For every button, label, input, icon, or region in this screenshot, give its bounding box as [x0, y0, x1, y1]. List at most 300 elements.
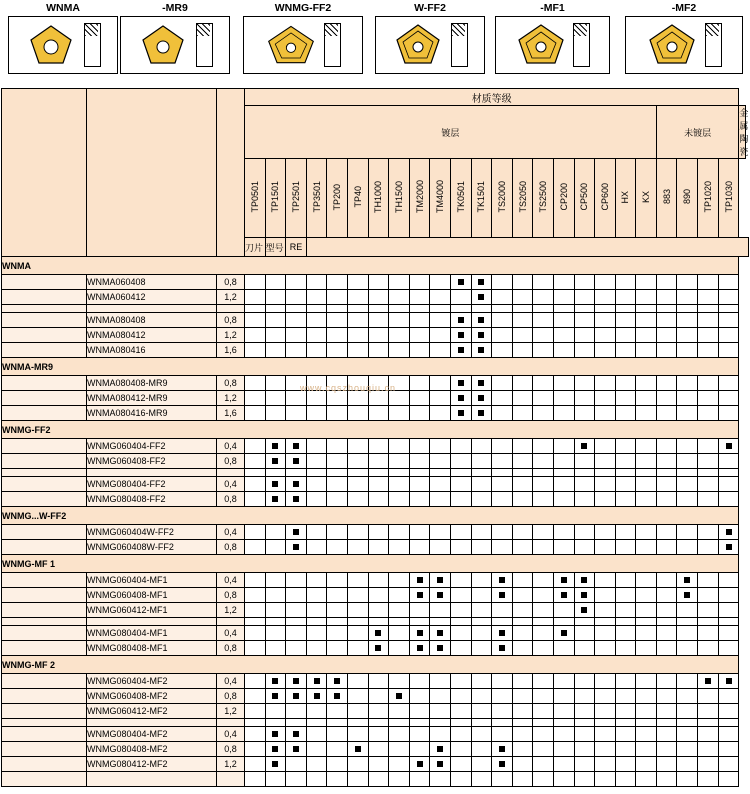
grade-cell-TP200 — [327, 343, 348, 358]
grade-cell-TH1000 — [368, 757, 389, 772]
grade-cell-TS2000 — [492, 704, 513, 719]
grade-cell-HX — [615, 757, 636, 772]
insert-side-view-icon — [573, 23, 591, 67]
grade-cell-KX — [636, 704, 657, 719]
watermark: www.cqszhouqiu.cn — [300, 383, 397, 393]
grade-col-HX: HX — [615, 159, 636, 238]
grade-cell-TP1501 — [265, 454, 286, 469]
row-re: 1,2 — [217, 603, 245, 618]
grade-cell-TP1501 — [265, 603, 286, 618]
grade-cell-883 — [656, 492, 677, 507]
grade-cell-CP600 — [595, 742, 616, 757]
grade-cell-KX — [636, 525, 657, 540]
spacer-grade-cell — [595, 305, 616, 313]
grade-cell-TP2501 — [286, 626, 307, 641]
grade-cell-TP2501 — [286, 674, 307, 689]
grade-cell-TP2501 — [286, 454, 307, 469]
grade-cell-TM2000 — [409, 275, 430, 290]
grade-cell-TK1501 — [471, 689, 492, 704]
table-row — [2, 343, 749, 358]
grade-cell-CP600 — [595, 772, 616, 787]
grade-cell-TK0501 — [450, 376, 471, 391]
grade-cell-TP40 — [347, 588, 368, 603]
grade-cell-TP1030 — [718, 772, 739, 787]
availability-dot — [478, 332, 484, 338]
grade-cell-TH1500 — [389, 439, 410, 454]
availability-dot — [478, 294, 484, 300]
grade-cell-890 — [677, 772, 698, 787]
row-group-cell — [2, 742, 87, 757]
availability-dot — [561, 630, 567, 636]
grade-cell-TP2501 — [286, 704, 307, 719]
grade-cell-TP40 — [347, 727, 368, 742]
availability-dot — [437, 630, 443, 636]
grade-cell-TP3501 — [306, 391, 327, 406]
spacer-grade-cell — [698, 618, 719, 626]
availability-dot — [272, 678, 278, 684]
spacer-cell-c — [217, 618, 245, 626]
grade-cell-TP1030 — [718, 492, 739, 507]
row-group-cell — [2, 275, 87, 290]
spacer-grade-cell — [718, 469, 739, 477]
spacer-grade-cell — [265, 719, 286, 727]
spacer-grade-cell — [327, 469, 348, 477]
availability-dot — [293, 443, 299, 449]
grade-cell-TP0501 — [245, 772, 266, 787]
grade-cell-TP1501 — [265, 588, 286, 603]
section-title: WNMG-MF 2 — [2, 656, 739, 674]
grade-category-title: 材质等级 — [245, 89, 739, 106]
grade-cell-CP600 — [595, 641, 616, 656]
grade-cell-883 — [656, 757, 677, 772]
grade-cell-TP1501 — [265, 492, 286, 507]
grade-cell-TP1020 — [698, 525, 719, 540]
spacer-grade-cell — [347, 618, 368, 626]
table-row — [2, 406, 749, 421]
spacer-grade-cell — [409, 618, 430, 626]
insert-group-figure — [120, 16, 230, 74]
spacer-grade-cell — [327, 305, 348, 313]
grade-cell-883 — [656, 742, 677, 757]
grade-cell-TH1500 — [389, 313, 410, 328]
spacer-cell-b — [87, 618, 217, 626]
row-model: WNMA080416 — [87, 343, 217, 358]
spacer-grade-cell — [265, 469, 286, 477]
spacer-grade-cell — [368, 719, 389, 727]
grade-cell-TH1500 — [389, 757, 410, 772]
grade-cell-CP500 — [574, 626, 595, 641]
grade-cell-TS2500 — [533, 525, 554, 540]
grade-cell-TS2500 — [533, 454, 554, 469]
spacer-grade-cell — [347, 305, 368, 313]
spacer-grade-cell — [512, 305, 533, 313]
grade-cell-TP1020 — [698, 454, 719, 469]
grade-cell-TP2501 — [286, 772, 307, 787]
spacer-grade-cell — [492, 469, 513, 477]
grade-cell-TP1030 — [718, 689, 739, 704]
spacer-grade-cell — [306, 305, 327, 313]
insert-group-4 — [375, 0, 485, 88]
row-re: 0,4 — [217, 439, 245, 454]
grade-cell-TP1020 — [698, 439, 719, 454]
spacer-grade-cell — [265, 305, 286, 313]
row-model: WNMG060412-MF1 — [87, 603, 217, 618]
grade-cell-TP1020 — [698, 328, 719, 343]
grade-cell-CP500 — [574, 757, 595, 772]
grade-cell-CP600 — [595, 674, 616, 689]
grade-cell-TH1000 — [368, 588, 389, 603]
availability-dot — [272, 731, 278, 737]
grade-cell-TP40 — [347, 454, 368, 469]
spacer-grade-cell — [677, 719, 698, 727]
table-row — [2, 313, 749, 328]
availability-dot — [293, 731, 299, 737]
availability-dot — [272, 443, 278, 449]
grade-cell-TP3501 — [306, 689, 327, 704]
grade-cell-TS2500 — [533, 772, 554, 787]
grade-cell-TM2000 — [409, 439, 430, 454]
grade-group-3: 金属陶瓷 — [739, 106, 745, 159]
grade-cell-890 — [677, 742, 698, 757]
row-group-cell — [2, 689, 87, 704]
availability-dot — [458, 380, 464, 386]
grade-cell-CP600 — [595, 757, 616, 772]
grade-cell-TK1501 — [471, 454, 492, 469]
insert-group-figure — [625, 16, 743, 74]
grade-cell-TH1000 — [368, 328, 389, 343]
table-row-partial — [2, 772, 749, 787]
grade-cell-TK1501 — [471, 525, 492, 540]
grade-cell-TP1030 — [718, 641, 739, 656]
availability-dot — [499, 645, 505, 651]
spacer-grade-cell — [553, 305, 574, 313]
row-group-cell — [2, 391, 87, 406]
grade-cell-TS2500 — [533, 439, 554, 454]
grade-cell-TP0501 — [245, 727, 266, 742]
grade-cell-890 — [677, 454, 698, 469]
spacer-grade-cell — [409, 469, 430, 477]
grade-cell-CP500 — [574, 573, 595, 588]
availability-dot — [726, 529, 732, 535]
spacer-grade-cell — [450, 305, 471, 313]
table-row — [2, 689, 749, 704]
grade-cell-CP200 — [553, 525, 574, 540]
grade-group-1: 镀层 — [245, 106, 657, 159]
spacer-grade-cell — [656, 618, 677, 626]
grade-cell-HX — [615, 588, 636, 603]
grade-cell-TP200 — [327, 525, 348, 540]
grade-cell-TM2000 — [409, 376, 430, 391]
grade-cell-TM4000 — [430, 588, 451, 603]
grade-cell-883 — [656, 454, 677, 469]
grade-col-TP1020: TP1020 — [698, 159, 719, 238]
grade-cell-TM4000 — [430, 454, 451, 469]
spacer-grade-cell — [656, 469, 677, 477]
grade-cell-TH1500 — [389, 391, 410, 406]
grade-cell-TK0501 — [450, 573, 471, 588]
table-row — [2, 603, 749, 618]
grade-cell-TK1501 — [471, 588, 492, 603]
grade-cell-TP3501 — [306, 573, 327, 588]
grade-cell-TP3501 — [306, 275, 327, 290]
grade-cell-CP600 — [595, 391, 616, 406]
grade-cell-TP40 — [347, 641, 368, 656]
grade-cell-TK1501 — [471, 275, 492, 290]
grade-cell-TK0501 — [450, 391, 471, 406]
spacer-grade-cell — [512, 469, 533, 477]
grade-cell-TP1020 — [698, 704, 719, 719]
grade-cell-TP1030 — [718, 406, 739, 421]
spacer-grade-cell — [574, 469, 595, 477]
availability-dot — [705, 678, 711, 684]
blank-corner-1 — [2, 89, 87, 257]
grade-cell-TP3501 — [306, 757, 327, 772]
grade-cell-TP1020 — [698, 275, 719, 290]
row-re: 0,8 — [217, 492, 245, 507]
availability-dot — [458, 410, 464, 416]
grade-cell-CP600 — [595, 275, 616, 290]
section-header-row — [2, 257, 749, 275]
row-model: WNMG080404-FF2 — [87, 477, 217, 492]
spacer-grade-cell — [656, 719, 677, 727]
grade-cell-TM4000 — [430, 343, 451, 358]
grade-cell-TS2500 — [533, 275, 554, 290]
grade-cell-TP200 — [327, 406, 348, 421]
spacer-grade-cell — [389, 719, 410, 727]
grade-cell-TP0501 — [245, 391, 266, 406]
grade-cell-TP3501 — [306, 477, 327, 492]
grade-cell-TM4000 — [430, 704, 451, 719]
spacer-grade-cell — [636, 719, 657, 727]
grade-col-890: 890 — [677, 159, 698, 238]
grade-cell-TS2050 — [512, 742, 533, 757]
grade-cell-TP40 — [347, 772, 368, 787]
grade-cell-TP3501 — [306, 492, 327, 507]
grade-col-TH1500: TH1500 — [389, 159, 410, 238]
spacer-row — [2, 719, 749, 727]
grade-cell-TP1501 — [265, 573, 286, 588]
grade-cell-TM4000 — [430, 626, 451, 641]
grade-cell-TM2000 — [409, 343, 430, 358]
grade-cell-TP1501 — [265, 290, 286, 305]
grade-cell-TS2000 — [492, 313, 513, 328]
grade-cell-TS2500 — [533, 492, 554, 507]
spacer-grade-cell — [430, 618, 451, 626]
grade-cell-883 — [656, 641, 677, 656]
row-group-cell — [2, 727, 87, 742]
row-re: 0,4 — [217, 727, 245, 742]
grade-cell-TK0501 — [450, 439, 471, 454]
spacer-grade-cell — [306, 469, 327, 477]
grade-cell-CP200 — [553, 626, 574, 641]
grade-cell-TP1020 — [698, 588, 719, 603]
spacer-grade-cell — [698, 719, 719, 727]
grade-cell-TP1501 — [265, 757, 286, 772]
spacer-grade-cell — [636, 305, 657, 313]
spacer-grade-cell — [306, 618, 327, 626]
grade-cell-TS2050 — [512, 772, 533, 787]
grade-cell-TS2000 — [492, 376, 513, 391]
grade-cell-TP3501 — [306, 727, 327, 742]
spacer-grade-cell — [595, 719, 616, 727]
grade-cell-TP3501 — [306, 313, 327, 328]
grade-cell-TH1000 — [368, 275, 389, 290]
spacer-grade-cell — [245, 618, 266, 626]
grade-cell-883 — [656, 674, 677, 689]
availability-dot — [437, 761, 443, 767]
grade-cell-TP2501 — [286, 391, 307, 406]
grade-cell-TP200 — [327, 573, 348, 588]
grade-cell-HX — [615, 727, 636, 742]
grade-cell-TS2000 — [492, 454, 513, 469]
grade-cell-TP1030 — [718, 588, 739, 603]
grade-cell-TP40 — [347, 328, 368, 343]
insert-illustration-strip — [0, 0, 750, 88]
spacer-grade-cell — [492, 618, 513, 626]
availability-dot — [293, 678, 299, 684]
table-row — [2, 328, 749, 343]
grade-cell-TP1030 — [718, 275, 739, 290]
grade-cell-TK1501 — [471, 540, 492, 555]
grade-cell-TP1020 — [698, 742, 719, 757]
grade-cell-TH1000 — [368, 689, 389, 704]
spacer-cell-a — [2, 618, 87, 626]
grade-cell-TK1501 — [471, 290, 492, 305]
grade-cell-890 — [677, 328, 698, 343]
grade-cell-TH1000 — [368, 477, 389, 492]
grade-cell-TS2050 — [512, 641, 533, 656]
grade-cell-TS2000 — [492, 439, 513, 454]
grade-cell-CP500 — [574, 704, 595, 719]
availability-dot — [417, 645, 423, 651]
availability-dot — [272, 496, 278, 502]
grade-cell-TS2500 — [533, 477, 554, 492]
grade-cell-TS2500 — [533, 674, 554, 689]
insert-group-label: W-FF2 — [414, 2, 446, 14]
grade-group-2: 未镀层 — [656, 106, 739, 159]
grade-cell-TM2000 — [409, 492, 430, 507]
grade-cell-TP1030 — [718, 573, 739, 588]
availability-dot — [581, 607, 587, 613]
grade-cell-TS2500 — [533, 603, 554, 618]
grade-cell-883 — [656, 391, 677, 406]
grade-cell-TK0501 — [450, 742, 471, 757]
availability-dot — [726, 544, 732, 550]
grade-cell-CP600 — [595, 439, 616, 454]
grade-cell-TS2050 — [512, 477, 533, 492]
spacer-grade-cell — [677, 469, 698, 477]
grade-cell-TH1500 — [389, 603, 410, 618]
grade-cell-TH1500 — [389, 674, 410, 689]
grade-cell-TP1501 — [265, 772, 286, 787]
row-group-cell — [2, 525, 87, 540]
grade-cell-890 — [677, 313, 698, 328]
table-row — [2, 588, 749, 603]
grade-cell-CP500 — [574, 588, 595, 603]
grade-cell-TS2000 — [492, 641, 513, 656]
grade-cell-TP2501 — [286, 275, 307, 290]
grade-cell-TP3501 — [306, 641, 327, 656]
grade-cell-TS2500 — [533, 626, 554, 641]
grade-cell-TS2000 — [492, 328, 513, 343]
availability-dot — [396, 693, 402, 699]
grade-cell-TK1501 — [471, 674, 492, 689]
grade-col-TM2000: TM2000 — [409, 159, 430, 238]
insert-grade-table — [1, 88, 749, 787]
availability-dot — [334, 693, 340, 699]
grade-cell-HX — [615, 540, 636, 555]
section-title: WNMG-MF 1 — [2, 555, 739, 573]
spacer-grade-cell — [327, 618, 348, 626]
grade-cell-TP200 — [327, 588, 348, 603]
spacer-grade-cell — [286, 305, 307, 313]
grade-cell-TP0501 — [245, 454, 266, 469]
grade-cell-CP500 — [574, 376, 595, 391]
grade-cell-TP2501 — [286, 477, 307, 492]
insert-group-label: WNMA — [46, 2, 80, 14]
grade-col-TM4000: TM4000 — [430, 159, 451, 238]
grade-col-TK1501: TK1501 — [471, 159, 492, 238]
grade-cell-TK1501 — [471, 328, 492, 343]
grade-cell-TH1000 — [368, 540, 389, 555]
spacer-grade-cell — [698, 305, 719, 313]
grade-cell-883 — [656, 313, 677, 328]
section-title: WNMG...W-FF2 — [2, 507, 739, 525]
grade-cell-TP1501 — [265, 343, 286, 358]
grade-cell-TM4000 — [430, 391, 451, 406]
grade-cell-KX — [636, 454, 657, 469]
availability-dot — [458, 347, 464, 353]
insert-group-3 — [243, 0, 363, 88]
grade-cell-KX — [636, 275, 657, 290]
grade-cell-CP600 — [595, 704, 616, 719]
availability-dot — [272, 458, 278, 464]
row-group-cell — [2, 477, 87, 492]
spacer-grade-cell — [368, 469, 389, 477]
grade-cell-TP1030 — [718, 391, 739, 406]
availability-dot — [272, 693, 278, 699]
availability-dot — [375, 645, 381, 651]
grade-cell-KX — [636, 328, 657, 343]
grade-cell-CP200 — [553, 641, 574, 656]
grade-cell-TS2500 — [533, 391, 554, 406]
grade-cell-CP200 — [553, 757, 574, 772]
grade-cell-TH1000 — [368, 626, 389, 641]
row-model: WNMG080408-FF2 — [87, 492, 217, 507]
grade-cell-TS2000 — [492, 626, 513, 641]
grade-cell-TS2500 — [533, 704, 554, 719]
grade-cell-CP200 — [553, 742, 574, 757]
grade-cell-TK1501 — [471, 477, 492, 492]
grade-cell-TP3501 — [306, 540, 327, 555]
table-row — [2, 757, 749, 772]
grade-cell-CP200 — [553, 573, 574, 588]
grade-cell-CP600 — [595, 525, 616, 540]
grade-cell-TH1000 — [368, 603, 389, 618]
grade-cell-TK1501 — [471, 343, 492, 358]
grade-cell-TP200 — [327, 626, 348, 641]
table-row — [2, 727, 749, 742]
grade-cell-TP200 — [327, 275, 348, 290]
grade-cell-TM2000 — [409, 588, 430, 603]
grade-cell-CP600 — [595, 626, 616, 641]
grade-cell-890 — [677, 573, 698, 588]
grade-cell-TP2501 — [286, 343, 307, 358]
grade-cell-TM4000 — [430, 674, 451, 689]
grade-cell-TP3501 — [306, 376, 327, 391]
grade-cell-TK1501 — [471, 439, 492, 454]
grade-cell-CP500 — [574, 275, 595, 290]
